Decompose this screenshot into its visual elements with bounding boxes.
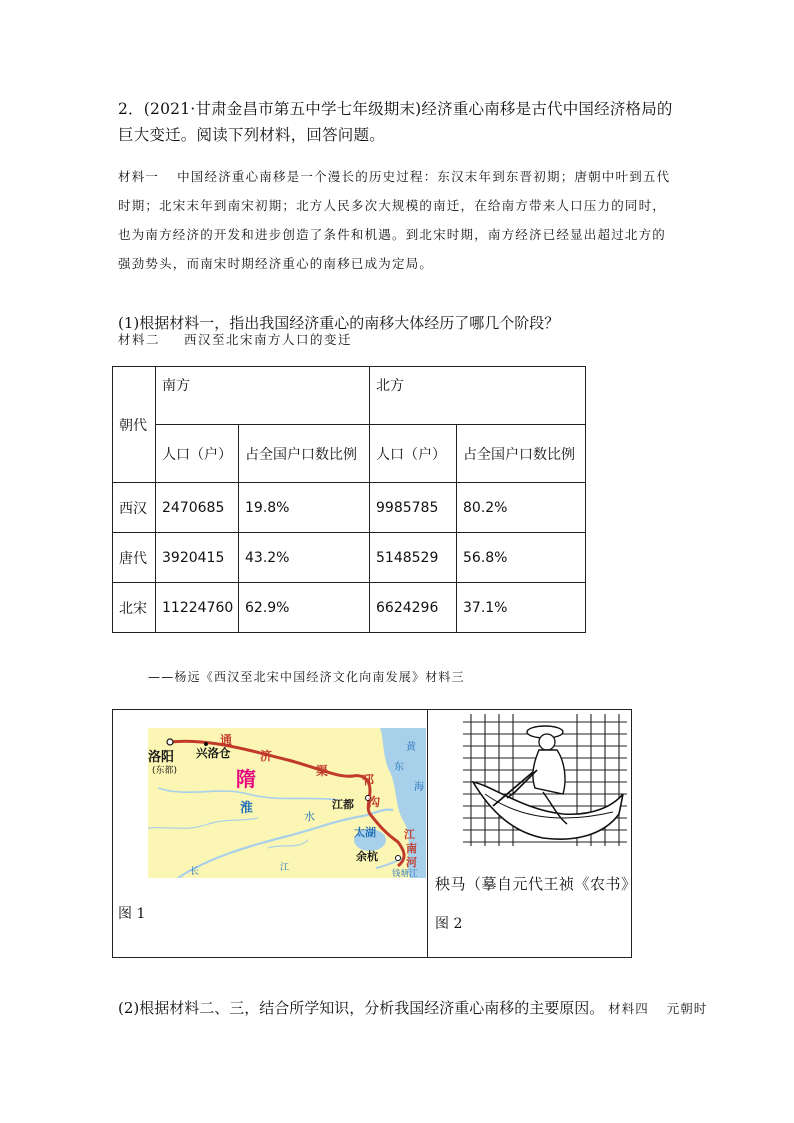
material-2-label: 材料二 <box>118 332 161 347</box>
table-row <box>113 533 586 583</box>
south-ratio-header: 占全国户口数比例 <box>239 425 370 483</box>
north-ratio-cell: 80.2% <box>457 483 586 533</box>
sub-question-2-text: (2)根据材料二、三，结合所学知识，分析我国经济重心南移的主要原因。 <box>118 999 605 1017</box>
label-xingluocang: 兴洛仓 <box>196 746 231 760</box>
south-pop-cell: 2470685 <box>156 483 239 533</box>
material-4-label: 材料四 <box>608 1001 649 1016</box>
label-qu: 渠 <box>316 764 329 778</box>
sub-question-1: (1)根据材料一，指出我国经济重心的南移大体经历了哪几个阶段？ <box>118 314 560 332</box>
figure-1-label: 图 1 <box>118 906 146 922</box>
label-nan-south: 南 <box>406 842 417 855</box>
label-huai: 淮 <box>240 801 254 816</box>
north-pop-header: 人口（户） <box>370 425 457 483</box>
material-1 <box>118 162 678 278</box>
south-ratio-cell: 19.8% <box>239 483 370 533</box>
north-pop-cell: 5148529 <box>370 533 457 583</box>
north-header: 北方 <box>370 367 586 425</box>
south-pop-cell: 11224760 <box>156 583 239 633</box>
population-table <box>112 366 586 633</box>
south-pop-header: 人口（户） <box>156 425 239 483</box>
label-qiantang: 钱塘江 <box>392 869 418 878</box>
material-1-label: 材料一 <box>118 169 160 184</box>
table-subheader-row <box>113 425 586 483</box>
label-chang: 长 <box>190 867 200 877</box>
north-ratio-cell: 56.8% <box>457 533 586 583</box>
label-dong: 东 <box>394 762 404 773</box>
label-ji: 济 <box>260 749 273 763</box>
north-pop-cell: 6624296 <box>370 583 457 633</box>
material-4-text: 元朝时 <box>666 1001 708 1016</box>
table-row <box>113 483 586 533</box>
dynasty-cell: 北宋 <box>113 583 156 633</box>
label-jiang-river: 江 <box>280 863 290 873</box>
yangma-woodcut-image <box>463 714 627 846</box>
table-row <box>113 583 586 633</box>
north-ratio-header: 占全国户口数比例 <box>457 425 586 483</box>
label-huang: 黄 <box>406 742 416 753</box>
figure-2-caption: 秧马（摹自元代王祯《农书》 <box>435 875 637 893</box>
south-pop-cell: 3920415 <box>156 533 239 583</box>
farmer-body <box>533 750 565 794</box>
label-luoyang: 洛阳 <box>148 750 175 765</box>
material-2-heading <box>118 330 352 348</box>
luoyang-marker <box>167 739 173 745</box>
material-2-title: 西汉至北宋南方人口的变迁 <box>184 332 353 347</box>
figure-2-label: 图 2 <box>435 916 463 932</box>
south-header: 南方 <box>156 367 370 425</box>
question-title: 2．(2021·甘肃金昌市第五中学七年级期末)经济重心南移是古代中国经济格局的巨大变迁。阅读下列材料，回答问题。 <box>118 100 673 144</box>
north-pop-cell: 9985785 <box>370 483 457 533</box>
dynasty-header: 朝代 <box>113 367 156 483</box>
south-ratio-cell: 62.9% <box>239 583 370 633</box>
label-yuhang: 余杭 <box>356 850 378 863</box>
label-jiang-south: 江 <box>404 828 415 841</box>
south-ratio-cell: 43.2% <box>239 533 370 583</box>
label-gou: 沟 <box>368 795 381 809</box>
label-shui: 水 <box>304 810 315 823</box>
material-1-text: 中国经济重心南移是一个漫长的历史过程：东汉末年到东晋初期；唐朝中叶到五代时期；北宋末年到南宋初期；北方人民多次大规模的南迁，在给南方带来人口压力的同时，也为南方经济的开发和进步创造了条件和机遇。到北宋时期，南方经济已经显出超过北方的强劲势头，而南宋时期经济重心的南移已成为定局。 <box>118 169 671 271</box>
dynasty-cell: 唐代 <box>113 533 156 583</box>
sub-question-2 <box>118 997 718 1018</box>
dynasty-cell: 西汉 <box>113 483 156 533</box>
source-citation: ——杨远《西汉至北宋中国经济文化向南发展》材料三 <box>148 670 465 684</box>
table-header-row <box>113 367 586 425</box>
label-dongdu: (东都) <box>152 766 178 776</box>
label-jiangdu: 江都 <box>332 798 354 811</box>
farmer-head <box>539 734 555 750</box>
label-sui: 隋 <box>236 767 256 791</box>
label-tong: 通 <box>220 733 233 747</box>
label-he-south: 河 <box>406 856 417 869</box>
north-ratio-cell: 37.1% <box>457 583 586 633</box>
figure-divider <box>427 709 428 958</box>
label-hai: 海 <box>414 782 424 793</box>
label-taihu: 太湖 <box>354 826 376 839</box>
yuhang-marker <box>396 856 401 861</box>
label-han: 邗 <box>362 773 375 787</box>
grand-canal-map <box>148 728 426 878</box>
